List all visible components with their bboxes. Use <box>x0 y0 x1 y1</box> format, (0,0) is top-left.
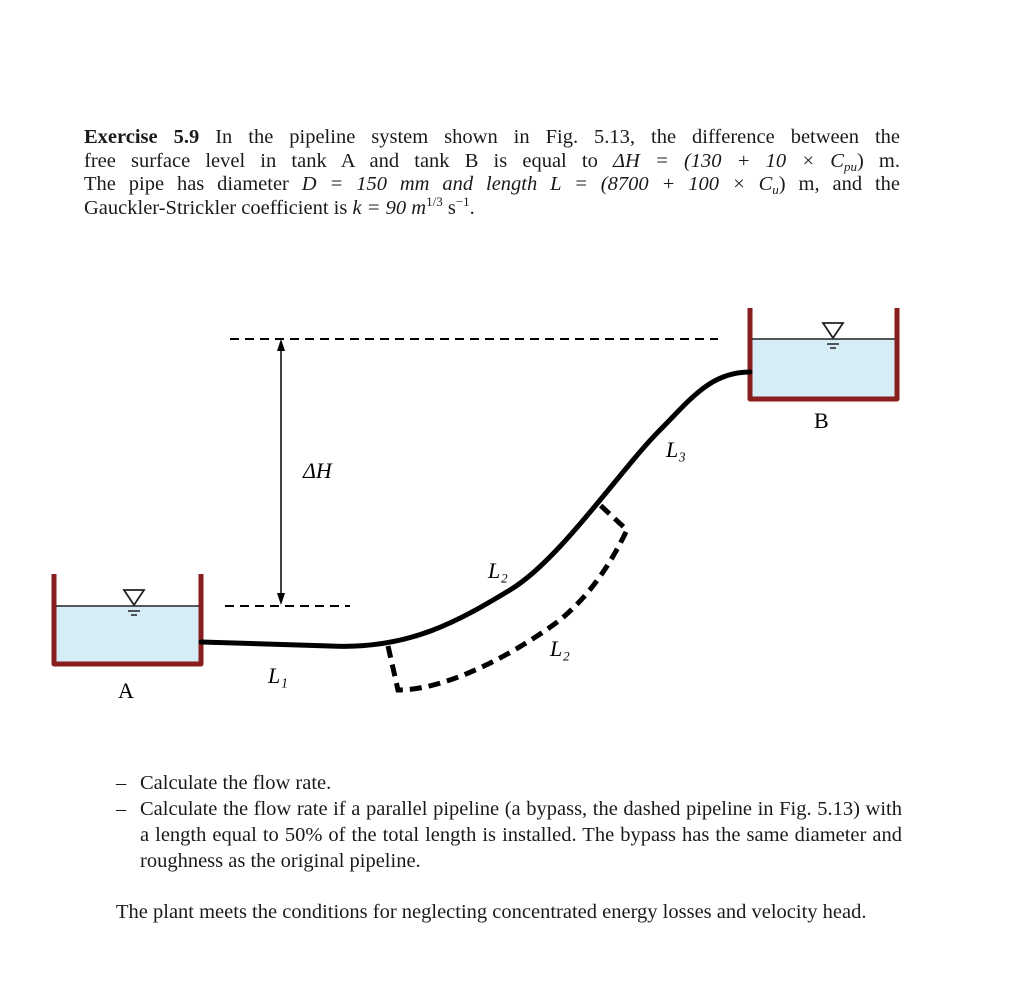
task-item-1: – Calculate the flow rate. <box>112 770 902 796</box>
closing-note: The plant meets the conditions for neglecting concentrated energy losses and velocity head. <box>116 901 867 923</box>
delta-h-arrow-top-icon <box>277 339 285 351</box>
delta-h-label: ΔH <box>303 458 332 483</box>
strickler-formula: k = 90 m <box>352 196 427 219</box>
delta-h-formula: ΔH = (130 + 10 × C <box>612 149 844 172</box>
exercise-number: Exercise 5.9 <box>84 126 200 148</box>
segment-l2-bypass-label: L₂ <box>550 636 570 661</box>
length-formula: L = (8700 + 100 × C <box>550 173 773 195</box>
task-list <box>112 770 902 874</box>
delta-h-arrow-bottom-icon <box>277 593 285 605</box>
task-item-2: – Calculate the flow rate if a parallel pipeline (a bypass, the dashed pipeline in Fig. 5.13) with a length equal to 50% of the total length is installed. The bypass has the same diameter and roughness as the original pipeline. <box>112 796 902 874</box>
segment-l1-label: L₁ <box>268 663 288 688</box>
tank-b-level-icon <box>823 323 843 338</box>
segment-l2-main-label: L₂ <box>488 558 508 583</box>
statement-line-2: free surface level in tank A and tank B is equal to $\Delta H = (130 + 10 \times C_{pu})$ m. <box>84 149 900 174</box>
diameter-formula: D = 150 mm and length <box>301 173 551 195</box>
tank-b-water <box>752 339 896 398</box>
statement-line-4: Gauckler-Strickler coefficient is k = 90 $m^{1/3}$ $s^{-1}$. <box>84 193 475 219</box>
bypass-pipeline <box>388 505 627 690</box>
segment-l3-label: L₃ <box>666 437 686 462</box>
tank-a-water <box>55 606 200 663</box>
tank-b-label: B <box>814 408 829 433</box>
tank-a-level-icon <box>124 590 144 605</box>
main-pipeline <box>201 372 750 646</box>
statement-line-3: The pipe has diameter D = 150 mm and length $L = (8700 + 100 \times C_u)$ m, and the <box>84 173 901 197</box>
tank-a-label: A <box>118 678 134 703</box>
statement-line-1: Exercise 5.9 In the pipeline system shown in Fig. 5.13, the difference between the <box>84 126 901 148</box>
